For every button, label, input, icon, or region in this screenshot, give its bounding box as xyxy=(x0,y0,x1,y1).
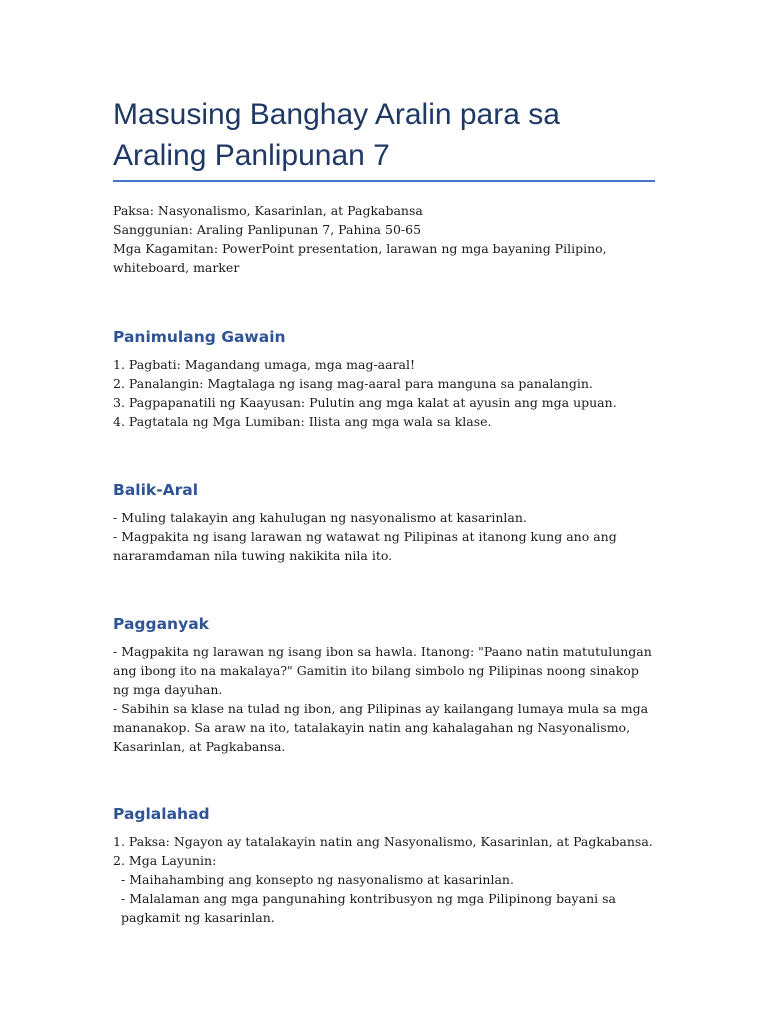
title-underline xyxy=(113,180,655,182)
section-paglalahad xyxy=(113,804,658,927)
section-body xyxy=(113,642,658,756)
section-heading: Balik-Aral xyxy=(113,481,199,499)
list-item: 2. Panalangin: Magtalaga ng isang mag-aaral para manguna sa panalangin. xyxy=(113,376,593,391)
list-item: 2. Mga Layunin: xyxy=(113,853,217,868)
list-item: - Sabihin sa klase na tulad ng ibon, ang Pilipinas ay kailangang lumaya mula sa mga mananakop. Sa araw na ito, tatalakayin natin ang kahalagahan ng Nasyonalismo, Kasarinlan, at Pagkabansa. xyxy=(113,701,649,754)
meta-sanggunian: Sanggunian: Araling Panlipunan 7, Pahina 50-65 xyxy=(113,222,422,237)
lesson-metadata xyxy=(113,201,658,277)
section-heading: Pagganyak xyxy=(113,615,209,633)
section-balik-aral xyxy=(113,480,658,565)
list-item: 3. Pagpapanatili ng Kaayusan: Pulutin ang mga kalat at ayusin ang mga upuan. xyxy=(113,395,617,410)
section-heading: Panimulang Gawain xyxy=(113,328,286,346)
list-item: - Magpakita ng isang larawan ng watawat ng Pilipinas at itanong kung ano ang nararamdaman nila tuwing nakikita nila ito. xyxy=(113,529,617,563)
list-item: 1. Paksa: Ngayon ay tatalakayin natin ang Nasyonalismo, Kasarinlan, at Pagkabansa. xyxy=(113,834,653,849)
meta-paksa: Paksa: Nasyonalismo, Kasarinlan, at Pagkabansa xyxy=(113,203,423,218)
section-body xyxy=(113,355,658,431)
list-item: - Magpakita ng larawan ng isang ibon sa hawla. Itanong: "Paano natin matutulungan ang ibong ito na makalaya?" Gamitin ito bilang simbolo ng Pilipinas noong sinakop ng mga dayuhan. xyxy=(113,644,652,697)
section-heading: Paglalahad xyxy=(113,805,210,823)
section-pagganyak xyxy=(113,614,658,756)
list-item: - Muling talakayin ang kahulugan ng nasyonalismo at kasarinlan. xyxy=(113,510,527,525)
list-item: - Maihahambing ang konsepto ng nasyonalismo at kasarinlan. xyxy=(121,872,514,887)
section-panimulang-gawain xyxy=(113,327,658,431)
section-body xyxy=(113,508,658,565)
section-body xyxy=(113,832,658,927)
list-item: 4. Pagtatala ng Mga Lumiban: Ilista ang mga wala sa klase. xyxy=(113,414,492,429)
document-title: Masusing Banghay Aralin para sa Araling Panlipunan 7 xyxy=(113,98,560,172)
meta-kagamitan: Mga Kagamitan: PowerPoint presentation, larawan ng mga bayaning Pilipino, whiteboard, marker xyxy=(113,241,607,275)
list-item: 1. Pagbati: Magandang umaga, mga mag-aaral! xyxy=(113,357,416,372)
list-item: - Malalaman ang mga pangunahing kontribusyon ng mga Pilipinong bayani sa pagkamit ng kasarinlan. xyxy=(121,891,616,925)
